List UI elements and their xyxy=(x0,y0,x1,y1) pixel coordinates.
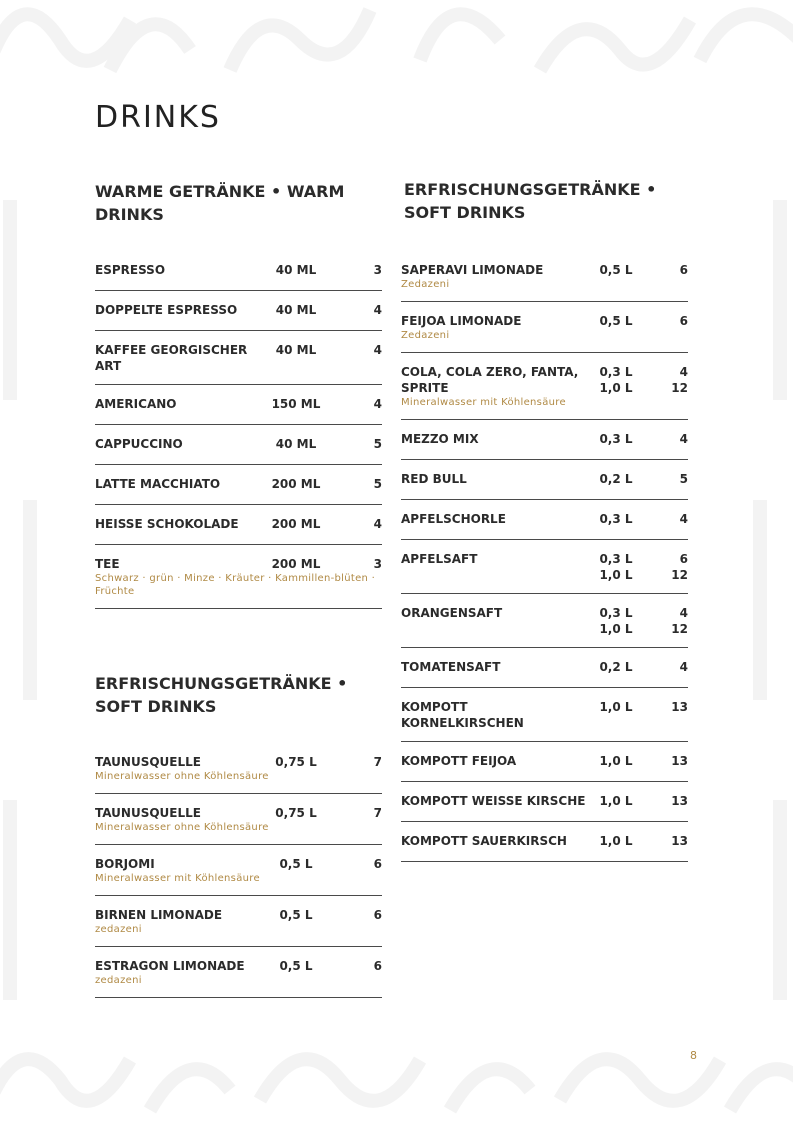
page-number: 8 xyxy=(690,1049,697,1062)
item-description: Mineralwasser ohne Köhlensäure xyxy=(95,822,269,833)
menu-item-line xyxy=(401,567,688,583)
item-volume: 1,0 L xyxy=(599,568,633,582)
menu-item xyxy=(401,302,688,353)
item-price: 13 xyxy=(671,700,688,714)
item-volume: 200 ML xyxy=(271,477,321,491)
menu-item xyxy=(401,500,688,540)
item-price: 5 xyxy=(373,437,382,451)
item-price: 13 xyxy=(671,794,688,808)
item-price: 12 xyxy=(671,381,688,395)
menu-item-line xyxy=(95,856,382,872)
menu-item xyxy=(401,648,688,688)
menu-item-line xyxy=(401,511,688,527)
menu-item-line xyxy=(401,753,688,769)
warm-drinks-section xyxy=(95,180,382,609)
item-price: 13 xyxy=(671,754,688,768)
menu-item-line xyxy=(95,342,382,374)
item-volume: 0,2 L xyxy=(599,472,633,486)
item-name: CAPPUCCINO xyxy=(95,437,183,451)
item-description: Mineralwasser mit Köhlensäure xyxy=(401,397,566,408)
item-description: Zedazeni xyxy=(401,330,450,341)
menu-item xyxy=(95,743,382,794)
item-description: zedazeni xyxy=(95,975,142,986)
menu-item-line xyxy=(401,471,688,487)
menu-item-line xyxy=(401,699,688,731)
soft-drinks-right-list xyxy=(401,251,688,862)
item-price: 4 xyxy=(373,343,382,357)
menu-item xyxy=(401,353,688,420)
menu-item xyxy=(401,540,688,594)
item-name: TAUNUSQUELLE xyxy=(95,755,201,769)
item-volume: 0,5 L xyxy=(599,314,633,328)
menu-item-line xyxy=(401,313,688,329)
menu-item-line xyxy=(401,380,688,396)
menu-item-line xyxy=(95,302,382,318)
item-price: 12 xyxy=(671,568,688,582)
item-name: KOMPOTT FEIJOA xyxy=(401,754,517,768)
item-name: SAPERAVI LIMONADE xyxy=(401,263,544,277)
item-volume: 1,0 L xyxy=(599,834,633,848)
item-volume: 1,0 L xyxy=(599,754,633,768)
menu-item xyxy=(401,594,688,648)
menu-item xyxy=(95,845,382,896)
item-volume: 0,3 L xyxy=(599,512,633,526)
menu-item-line xyxy=(401,833,688,849)
soft-drinks-left-list xyxy=(95,743,382,998)
menu-item xyxy=(95,947,382,998)
menu-item-line xyxy=(401,431,688,447)
item-name xyxy=(401,567,591,583)
item-price: 5 xyxy=(679,472,688,486)
section-title-soft-right: ERFRISCHUNGSGETRÄNKE • SOFT DRINKS xyxy=(404,180,657,222)
item-price: 4 xyxy=(373,397,382,411)
item-price: 6 xyxy=(373,857,382,871)
item-price: 6 xyxy=(373,959,382,973)
item-volume: 0,3 L xyxy=(599,552,633,566)
menu-item xyxy=(401,251,688,302)
item-volume: 40 ML xyxy=(275,303,317,317)
item-name: MEZZO MIX xyxy=(401,432,479,446)
item-price: 3 xyxy=(373,557,382,571)
item-name xyxy=(401,621,591,637)
menu-item-line xyxy=(401,621,688,637)
item-price: 13 xyxy=(671,834,688,848)
item-name: TAUNUSQUELLE xyxy=(95,806,201,820)
item-price: 4 xyxy=(679,365,688,379)
item-name: FEIJOA LIMONADE xyxy=(401,314,522,328)
section-title-warm: WARME GETRÄNKE • WARM DRINKS xyxy=(95,182,345,224)
section-title-soft-left: ERFRISCHUNGSGETRÄNKE • SOFT DRINKS xyxy=(95,674,348,716)
menu-item xyxy=(95,251,382,291)
item-volume: 150 ML xyxy=(271,397,321,411)
item-price: 4 xyxy=(679,606,688,620)
menu-item-line xyxy=(95,396,382,412)
item-volume: 40 ML xyxy=(275,263,317,277)
item-description: Zedazeni xyxy=(401,279,450,290)
item-name: APFELSAFT xyxy=(401,552,478,566)
menu-item xyxy=(95,505,382,545)
item-volume: 0,3 L xyxy=(599,432,633,446)
menu-item-line xyxy=(95,805,382,821)
item-price: 6 xyxy=(679,263,688,277)
item-name: LATTE MACCHIATO xyxy=(95,477,221,491)
item-volume: 200 ML xyxy=(271,557,321,571)
item-price: 4 xyxy=(679,660,688,674)
menu-item xyxy=(401,782,688,822)
soft-drinks-right-section xyxy=(401,178,688,862)
item-name: BORJOMI xyxy=(95,857,155,871)
item-name: APFELSCHORLE xyxy=(401,512,506,526)
item-price: 12 xyxy=(671,622,688,636)
item-description: zedazeni xyxy=(95,924,142,935)
menu-item-line xyxy=(401,605,688,621)
menu-item-line xyxy=(401,262,688,278)
menu-item xyxy=(95,545,382,609)
menu-item-line xyxy=(401,364,688,380)
item-volume: 0,3 L xyxy=(599,365,633,379)
menu-item-line xyxy=(401,659,688,675)
item-price: 6 xyxy=(373,908,382,922)
item-name: KOMPOTT KORNELKIRSCHEN xyxy=(401,700,524,730)
item-volume: 0,5 L xyxy=(599,263,633,277)
menu-item-line xyxy=(401,793,688,809)
item-name: ESTRAGON LIMONADE xyxy=(95,959,245,973)
menu-item-line xyxy=(95,436,382,452)
item-name: ORANGENSAFT xyxy=(401,606,503,620)
menu-item xyxy=(401,420,688,460)
menu-item-line xyxy=(95,516,382,532)
item-name: TEE xyxy=(95,557,120,571)
item-price: 3 xyxy=(373,263,382,277)
item-name: RED BULL xyxy=(401,472,467,486)
item-volume: 0,3 L xyxy=(599,606,633,620)
item-price: 7 xyxy=(373,806,382,820)
item-volume: 0,5 L xyxy=(279,959,313,973)
menu-item xyxy=(95,794,382,845)
menu-item-line xyxy=(95,907,382,923)
item-volume: 200 ML xyxy=(271,517,321,531)
item-name: KAFFEE GEORGISCHER ART xyxy=(95,343,248,373)
item-name: TOMATENSAFT xyxy=(401,660,501,674)
menu-item xyxy=(95,465,382,505)
item-price: 6 xyxy=(679,552,688,566)
item-name: ESPRESSO xyxy=(95,263,166,277)
item-volume: 40 ML xyxy=(275,437,317,451)
item-volume: 40 ML xyxy=(275,343,317,357)
item-price: 4 xyxy=(679,432,688,446)
item-name: SPRITE xyxy=(401,381,449,395)
item-volume: 0,5 L xyxy=(279,857,313,871)
item-price: 4 xyxy=(373,517,382,531)
item-volume: 1,0 L xyxy=(599,794,633,808)
item-volume: 1,0 L xyxy=(599,381,633,395)
menu-item xyxy=(95,425,382,465)
item-name: AMERICANO xyxy=(95,397,177,411)
menu-item xyxy=(401,688,688,742)
menu-item-line xyxy=(95,556,382,572)
menu-item-line xyxy=(95,476,382,492)
warm-drinks-list xyxy=(95,251,382,609)
item-volume: 0,2 L xyxy=(599,660,633,674)
item-price: 4 xyxy=(679,512,688,526)
item-volume: 0,5 L xyxy=(279,908,313,922)
item-description: Mineralwasser mit Köhlensäure xyxy=(95,873,260,884)
menu-item-line xyxy=(95,754,382,770)
menu-item xyxy=(95,291,382,331)
menu-item xyxy=(95,896,382,947)
menu-item-line xyxy=(401,551,688,567)
menu-item xyxy=(401,742,688,782)
page-title: DRINKS xyxy=(95,100,221,135)
item-price: 6 xyxy=(679,314,688,328)
item-volume: 0,75 L xyxy=(275,755,317,769)
item-name: COLA, COLA ZERO, FANTA, xyxy=(401,365,579,379)
menu-item xyxy=(95,331,382,385)
item-description: Schwarz · grün · Minze · Kräuter · Kammillen-blüten · Früchte xyxy=(95,573,376,597)
item-name: HEISSE SCHOKOLADE xyxy=(95,517,239,531)
item-description: Mineralwasser ohne Köhlensäure xyxy=(95,771,269,782)
item-name: DOPPELTE ESPRESSO xyxy=(95,303,238,317)
item-volume: 1,0 L xyxy=(599,700,633,714)
menu-item xyxy=(95,385,382,425)
item-volume: 0,75 L xyxy=(275,806,317,820)
menu-item xyxy=(401,460,688,500)
item-volume: 1,0 L xyxy=(599,622,633,636)
menu-item-line xyxy=(95,262,382,278)
item-name: KOMPOTT SAUERKIRSCH xyxy=(401,834,567,848)
menu-item-line xyxy=(95,958,382,974)
item-name: KOMPOTT WEISSE KIRSCHE xyxy=(401,794,586,808)
menu-item xyxy=(401,822,688,862)
item-price: 5 xyxy=(373,477,382,491)
soft-drinks-left-section xyxy=(95,672,382,998)
item-price: 4 xyxy=(373,303,382,317)
item-name: BIRNEN LIMONADE xyxy=(95,908,223,922)
item-price: 7 xyxy=(373,755,382,769)
